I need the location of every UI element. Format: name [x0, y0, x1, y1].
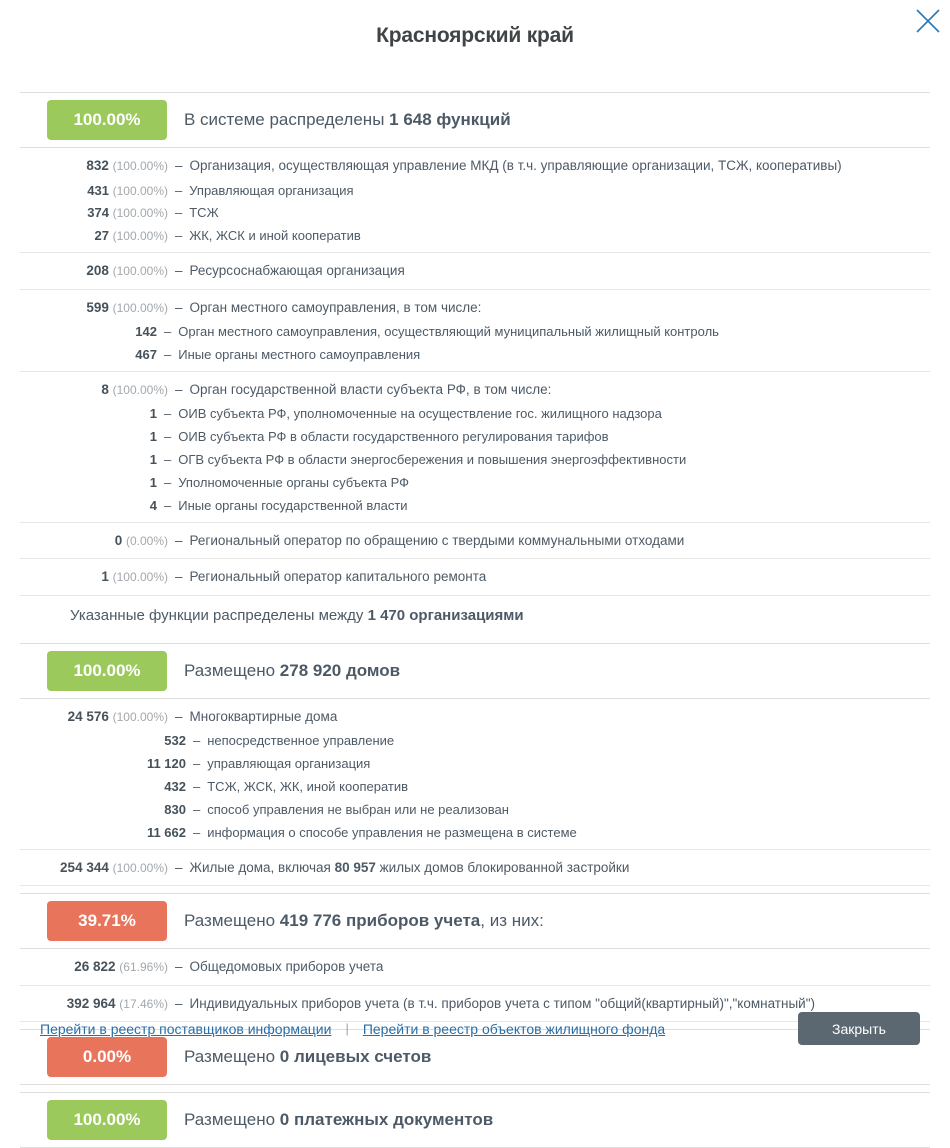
stat-value: 1: [149, 452, 157, 468]
dash-separator: –: [164, 429, 172, 445]
stat-row-main: [20, 563, 930, 591]
stat-percent: (100.00%): [112, 159, 168, 173]
dash-separator: –: [193, 824, 201, 840]
stat-subrow: [20, 753, 930, 776]
dash-separator: –: [193, 756, 201, 772]
stat-subrow: [20, 403, 930, 426]
link-providers-registry[interactable]: Перейти в реестр поставщиков информации: [40, 1020, 332, 1037]
section-note: [20, 596, 930, 636]
stat-label: [190, 858, 630, 878]
stat-percent: (100.00%): [112, 229, 168, 244]
stat-row: [20, 850, 930, 887]
stat-percent: (100.00%): [112, 382, 168, 397]
stats-sections: [20, 92, 930, 1148]
stat-subrow: [20, 180, 930, 203]
stat-label: ОИВ субъекта РФ в области государственного регулирования тарифов: [178, 429, 609, 445]
footer-separator: |: [345, 1021, 349, 1036]
stat-number-column: [20, 452, 157, 467]
section-title-suffix: , из них:: [480, 911, 544, 931]
stat-subrow: [20, 321, 930, 344]
stat-label: [190, 531, 685, 551]
section-title-value: 1 648 функций: [389, 110, 511, 129]
link-housing-registry[interactable]: Перейти в реестр объектов жилищного фонда: [362, 1020, 666, 1037]
stat-number-column: [20, 158, 168, 173]
stat-number-column: [20, 825, 186, 840]
stat-label-text: Организация, осуществляющая управление МКД (в т.ч. управляющие организации, ТСЖ, кооперативы): [189, 158, 842, 173]
stat-value: 1: [149, 406, 157, 422]
stat-percent: (100.00%): [112, 206, 168, 221]
stat-number-column: [20, 498, 157, 513]
section: [20, 1092, 930, 1148]
stat-label-text: Жилые дома, включая: [189, 859, 335, 875]
dash-separator: –: [175, 859, 183, 875]
stat-value: 830: [164, 801, 186, 817]
stat-row: [20, 290, 930, 372]
stat-label: Иные органы государственной власти: [178, 497, 408, 513]
stat-label: способ управления не выбран или не реализован: [207, 801, 509, 817]
stat-value: 26 822: [74, 959, 116, 975]
stat-value: 374: [87, 205, 109, 221]
stat-value: 1: [149, 475, 157, 490]
stat-label: управляющая организация: [207, 756, 371, 772]
dash-separator: –: [164, 475, 172, 490]
dash-separator: –: [164, 497, 172, 513]
stat-label: [190, 261, 405, 281]
stat-row: [20, 699, 930, 850]
stat-row: [20, 148, 930, 253]
stat-percent: (100.00%): [112, 709, 168, 724]
section-title: [184, 1110, 493, 1130]
stat-label-text: Общедомовых приборов учета: [189, 959, 384, 975]
stat-number-column: [20, 263, 168, 278]
dash-separator: –: [175, 708, 183, 724]
stat-subrow: [20, 799, 930, 822]
stat-label-text: Региональный оператор капитального ремонта: [189, 569, 487, 585]
dash-separator: –: [175, 228, 183, 244]
stat-percent: (100.00%): [112, 860, 168, 875]
section: [20, 643, 930, 886]
stat-value: 0: [114, 532, 123, 548]
stat-percent: (100.00%): [112, 300, 168, 315]
dash-separator: –: [175, 381, 183, 397]
stat-row-main: [20, 294, 930, 322]
section-title-value: 419 776 приборов учета: [279, 911, 481, 931]
stat-value: 832: [86, 158, 109, 173]
stat-number-column: [20, 324, 157, 339]
dash-separator: –: [193, 779, 201, 795]
stat-number-column: [20, 733, 186, 748]
stat-label: Управляющая организация: [189, 182, 354, 198]
section-title-text: Размещено: [184, 660, 280, 680]
stat-label: ЖК, ЖСК и иной кооператив: [189, 228, 361, 244]
stat-value: 142: [135, 324, 157, 340]
stat-value: 24 576: [67, 708, 109, 724]
section-header: [20, 1092, 930, 1148]
section-header: [20, 643, 930, 699]
dash-separator: –: [164, 347, 172, 363]
stat-value: 254 344: [60, 859, 109, 875]
stat-percent: (100.00%): [112, 570, 168, 585]
stat-number-column: [20, 429, 157, 444]
section-title-text: Размещено: [184, 1047, 280, 1067]
stat-label: ОГВ субъекта РФ в области энергосбережения и повышения энергоэффективности: [178, 452, 687, 468]
stat-subrow: [20, 495, 930, 518]
stat-row-main: [20, 376, 930, 404]
stat-subrow: [20, 472, 930, 495]
close-button[interactable]: Закрыть: [798, 1012, 920, 1045]
stat-number-column: [20, 996, 168, 1011]
stat-number-column: [20, 347, 157, 362]
stat-row: [20, 523, 930, 560]
section-title-value: 0 лицевых счетов: [279, 1047, 432, 1067]
stat-value: 532: [164, 733, 186, 749]
stat-number-column: [20, 860, 168, 875]
stat-label: [190, 957, 384, 977]
stat-number-column: [20, 382, 168, 397]
stat-percent: (100.00%): [112, 264, 168, 279]
dash-separator: –: [175, 205, 183, 221]
dash-separator: –: [193, 801, 201, 817]
stat-row-main: [20, 527, 930, 555]
stat-number-column: [20, 300, 168, 315]
stat-label: [190, 156, 842, 176]
section-title-text: Размещено: [184, 911, 280, 931]
section-header: [20, 92, 930, 148]
stat-value: 467: [135, 347, 157, 363]
dash-separator: –: [164, 452, 172, 468]
note-value: 1 470 организациями: [367, 606, 524, 624]
stat-label-text: Ресурсоснабжающая организация: [189, 263, 405, 279]
section-title: [184, 1047, 431, 1067]
stat-subrow: [20, 822, 930, 845]
status-badge: 0.00%: [47, 1037, 167, 1077]
stat-subrow: [20, 449, 930, 472]
dash-separator: –: [175, 995, 183, 1011]
stat-value: 432: [164, 779, 186, 795]
stat-row: [20, 949, 930, 986]
dash-separator: –: [164, 324, 172, 340]
stat-label: Уполномоченные органы субъекта РФ: [178, 475, 410, 490]
stat-label: непосредственное управление: [207, 733, 395, 749]
note-text: Указанные функции распределены между: [70, 606, 368, 624]
stat-label: [190, 298, 482, 318]
section: [20, 92, 930, 636]
status-badge: 39.71%: [47, 901, 167, 941]
stat-label-text: Региональный оператор по обращению с твердыми коммунальными отходами: [189, 532, 685, 548]
stat-row-main: [20, 152, 930, 180]
stat-row-main: [20, 703, 930, 731]
modal-footer: [40, 1012, 920, 1045]
section-title-value: 0 платежных документов: [279, 1110, 494, 1130]
stat-row: [20, 253, 930, 290]
stat-label: ТСЖ: [189, 205, 219, 221]
dash-separator: –: [175, 182, 183, 198]
stat-label-text: Многоквартирные дома: [189, 708, 338, 724]
stat-label-text: Орган государственной власти субъекта РФ, в том числе:: [189, 381, 552, 397]
status-badge: 100.00%: [47, 651, 167, 691]
stat-value: 431: [87, 182, 109, 198]
stat-value: 1: [149, 429, 157, 445]
stat-label: [190, 380, 552, 400]
dash-separator: –: [175, 158, 183, 173]
stat-number-column: [20, 228, 168, 243]
stat-value: 208: [86, 263, 109, 279]
stat-value: 392 964: [66, 995, 116, 1011]
stat-number-column: [20, 756, 186, 771]
stat-label: [190, 994, 815, 1014]
status-badge: 100.00%: [47, 100, 167, 140]
stat-number-column: [20, 205, 168, 220]
section-title: [184, 661, 400, 681]
stat-value: 1: [101, 569, 109, 585]
stat-value: 599: [86, 299, 109, 315]
section-title-text: Размещено: [184, 1110, 280, 1130]
stat-row-main: [20, 854, 930, 882]
section: [20, 893, 930, 1022]
stat-subrow: [20, 202, 930, 225]
stat-number-column: [20, 959, 168, 974]
stat-number-column: [20, 475, 157, 490]
stat-subrow: [20, 344, 930, 367]
section-title: [184, 110, 511, 130]
dash-separator: –: [175, 569, 183, 585]
stat-number-column: [20, 183, 168, 198]
section-title-text: В системе распределены: [184, 110, 390, 129]
stat-number-column: [20, 802, 186, 817]
dash-separator: –: [175, 299, 183, 315]
stat-row: [20, 372, 930, 523]
stat-subrow: [20, 730, 930, 753]
stat-percent: (61.96%): [119, 960, 168, 975]
stat-subrow: [20, 776, 930, 799]
stat-value: 11 662: [146, 824, 186, 840]
dash-separator: –: [193, 733, 201, 749]
section-title: [184, 911, 544, 931]
stat-percent: (17.46%): [119, 996, 168, 1011]
stat-row-main: [20, 953, 930, 981]
stat-value: 27: [94, 228, 109, 244]
stat-number-column: [20, 709, 168, 724]
dash-separator: –: [164, 406, 172, 422]
stat-label: информация о способе управления не размещена в системе: [207, 824, 577, 840]
stat-value: 8: [101, 381, 109, 397]
stat-percent: (0.00%): [125, 533, 168, 548]
stat-label: Иные органы местного самоуправления: [178, 347, 421, 363]
dash-separator: –: [175, 263, 183, 279]
stat-label: ТСЖ, ЖСК, ЖК, иной кооператив: [207, 779, 409, 795]
page-title: Красноярский край: [376, 24, 574, 47]
stat-label: [190, 707, 338, 727]
stat-label-text: Орган местного самоуправления, в том числе:: [189, 299, 482, 315]
stat-percent: (100.00%): [112, 183, 168, 198]
stat-value: 11 120: [146, 756, 186, 772]
stat-number-column: [20, 569, 168, 584]
section-header: [20, 893, 930, 949]
close-icon[interactable]: [914, 7, 942, 35]
stat-row: [20, 559, 930, 596]
dash-separator: –: [175, 959, 183, 975]
stat-subrow: [20, 225, 930, 248]
stat-row-main: [20, 257, 930, 285]
stat-number-column: [20, 406, 157, 421]
stat-label-text: Индивидуальных приборов учета (в т.ч. приборов учета с типом "общий(квартирный)","комнатный"): [189, 995, 815, 1011]
stat-label: Орган местного самоуправления, осуществляющий муниципальный жилищный контроль: [178, 324, 719, 340]
stat-label: ОИВ субъекта РФ, уполномоченные на осуществление гос. жилищного надзора: [178, 406, 662, 422]
stat-label: [190, 567, 487, 587]
stat-subrow: [20, 426, 930, 449]
stat-value: 4: [149, 497, 157, 513]
stat-number-column: [20, 533, 168, 548]
stat-number-column: [20, 779, 186, 794]
stat-label-value: 80 957: [334, 859, 376, 875]
dash-separator: –: [175, 532, 183, 548]
stat-label-suffix: жилых домов блокированной застройки: [375, 859, 630, 875]
section-title-value: 278 920 домов: [279, 660, 401, 680]
status-badge: 100.00%: [47, 1100, 167, 1140]
